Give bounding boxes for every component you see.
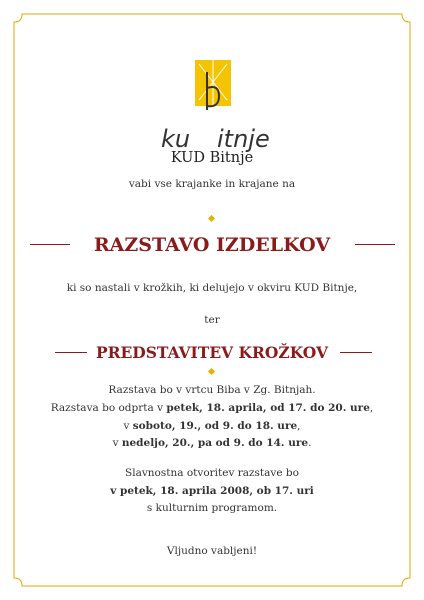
- kud-bitnje-logo: [155, 50, 270, 153]
- opening-line-1: Slavnostna otvoritev razstave bo: [125, 467, 299, 479]
- headline-presentation: PREDSTAVITEV KROŽKOV: [95, 343, 329, 362]
- logo-text-left: ku: [161, 125, 191, 153]
- connector-text: ter: [204, 314, 220, 326]
- headline-exhibition: RAZSTAVO IZDELKOV: [93, 234, 331, 256]
- details-saturday-post: ,: [297, 420, 301, 432]
- details-sunday-pre: v: [112, 437, 122, 449]
- details-friday-post: ,: [369, 402, 374, 414]
- subline-clubs: ki so nastali v krožkih, ki delujejo v okviru KUD Bitnje,: [66, 282, 358, 294]
- details-friday-time: petek, 18. aprila, od 17. do 20. ure: [166, 402, 370, 414]
- organization-name: KUD Bitnje: [170, 150, 254, 166]
- details-sunday: [0, 437, 424, 449]
- details-saturday-pre: v: [123, 420, 133, 432]
- closing-greeting: Vljudno vabljeni!: [166, 545, 258, 557]
- logo-text-right: itnje: [217, 125, 270, 153]
- details-friday: [0, 402, 424, 414]
- headline-row-exhibition: [0, 231, 424, 259]
- details-sunday-post: .: [308, 437, 312, 449]
- invite-line: vabi vse krajanke in krajane na: [128, 178, 296, 190]
- headline-rule-right: [340, 352, 372, 353]
- headline-row-presentation: [0, 339, 424, 367]
- opening-line-2: v petek, 18. aprila 2008, ob 17. uri: [110, 485, 314, 497]
- logo-graphic: [155, 50, 265, 130]
- details-location: Razstava bo v vrtcu Biba v Zg. Bitnjah.: [108, 384, 316, 396]
- details-friday-pre: Razstava bo odprta v: [50, 402, 167, 414]
- opening-line-3: s kulturnim programom.: [146, 502, 278, 514]
- details-saturday-time: soboto, 19., od 9. do 18. ure: [132, 420, 298, 432]
- details-saturday: [0, 420, 424, 432]
- headline-rule-right: [355, 244, 395, 245]
- details-sunday-time: nedeljo, 20., pa od 9. do 14. ure: [121, 437, 309, 449]
